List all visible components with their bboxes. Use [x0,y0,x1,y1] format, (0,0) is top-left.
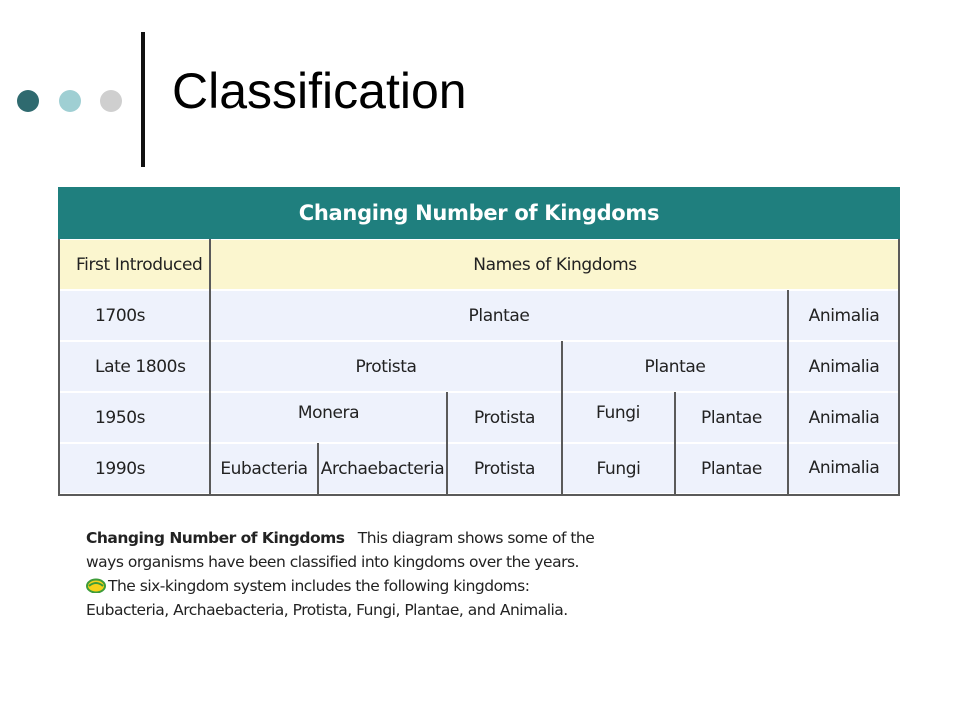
cell-1950s-monera: Monera [210,392,447,443]
caption-title: Changing Number of Kingdoms [86,529,345,547]
cell-1700s-plantae: Plantae [210,290,788,341]
cell-late1800s-animalia: Animalia [788,341,900,392]
table-bottom-edge [58,494,900,496]
cell-1990s-fungi: Fungi [562,443,675,494]
cell-1990s-animalia: Animalia [788,443,900,494]
table-left-edge [58,239,60,496]
cell-1990s-eubacteria: Eubacteria [210,443,318,494]
cell-1950s-fungi: Fungi [562,392,675,443]
row-year-late-1800s: Late 1800s [58,341,210,392]
column-header-names: Names of Kingdoms [210,239,900,290]
column-rule [787,290,789,494]
cell-late1800s-plantae: Plantae [562,341,788,392]
cell-1990s-protista: Protista [447,443,562,494]
cell-1950s-animalia: Animalia [788,392,900,443]
caption-text: This diagram shows some of the ways organisms have been classified into kingdoms over the years. [86,529,595,571]
bullet-dot-gray [100,90,122,112]
title-divider [141,32,145,167]
caption-key-text: The six-kingdom system includes the following kingdoms: Eubacteria, Archaebacteria, Protista, Fungi, Plantae, and Animalia. [86,577,568,619]
cell-1990s-archaebacteria: Archaebacteria [318,443,447,494]
cell-1950s-protista: Protista [447,392,562,443]
column-rule [674,392,676,494]
row-year-1700s: 1700s [58,290,210,341]
column-rule [209,239,211,494]
bullet-dot-dark [17,90,39,112]
table-title: Changing Number of Kingdoms [58,187,900,239]
figure-caption [86,526,606,622]
kingdoms-table [58,187,900,496]
row-year-1990s: 1990s [58,443,210,494]
cell-1950s-plantae: Plantae [675,392,788,443]
column-rule [317,443,319,496]
key-concept-icon [86,578,106,593]
slide-title: Classification [172,63,467,119]
row-year-1950s: 1950s [58,392,210,443]
table-right-edge [898,239,900,496]
bullet-dot-light [59,90,81,112]
cell-1990s-plantae: Plantae [675,443,788,494]
column-rule [446,392,448,494]
column-header-first-introduced: First Introduced [58,239,210,290]
cell-1700s-animalia: Animalia [788,290,900,341]
column-rule [561,341,563,496]
cell-late1800s-protista: Protista [210,341,562,392]
